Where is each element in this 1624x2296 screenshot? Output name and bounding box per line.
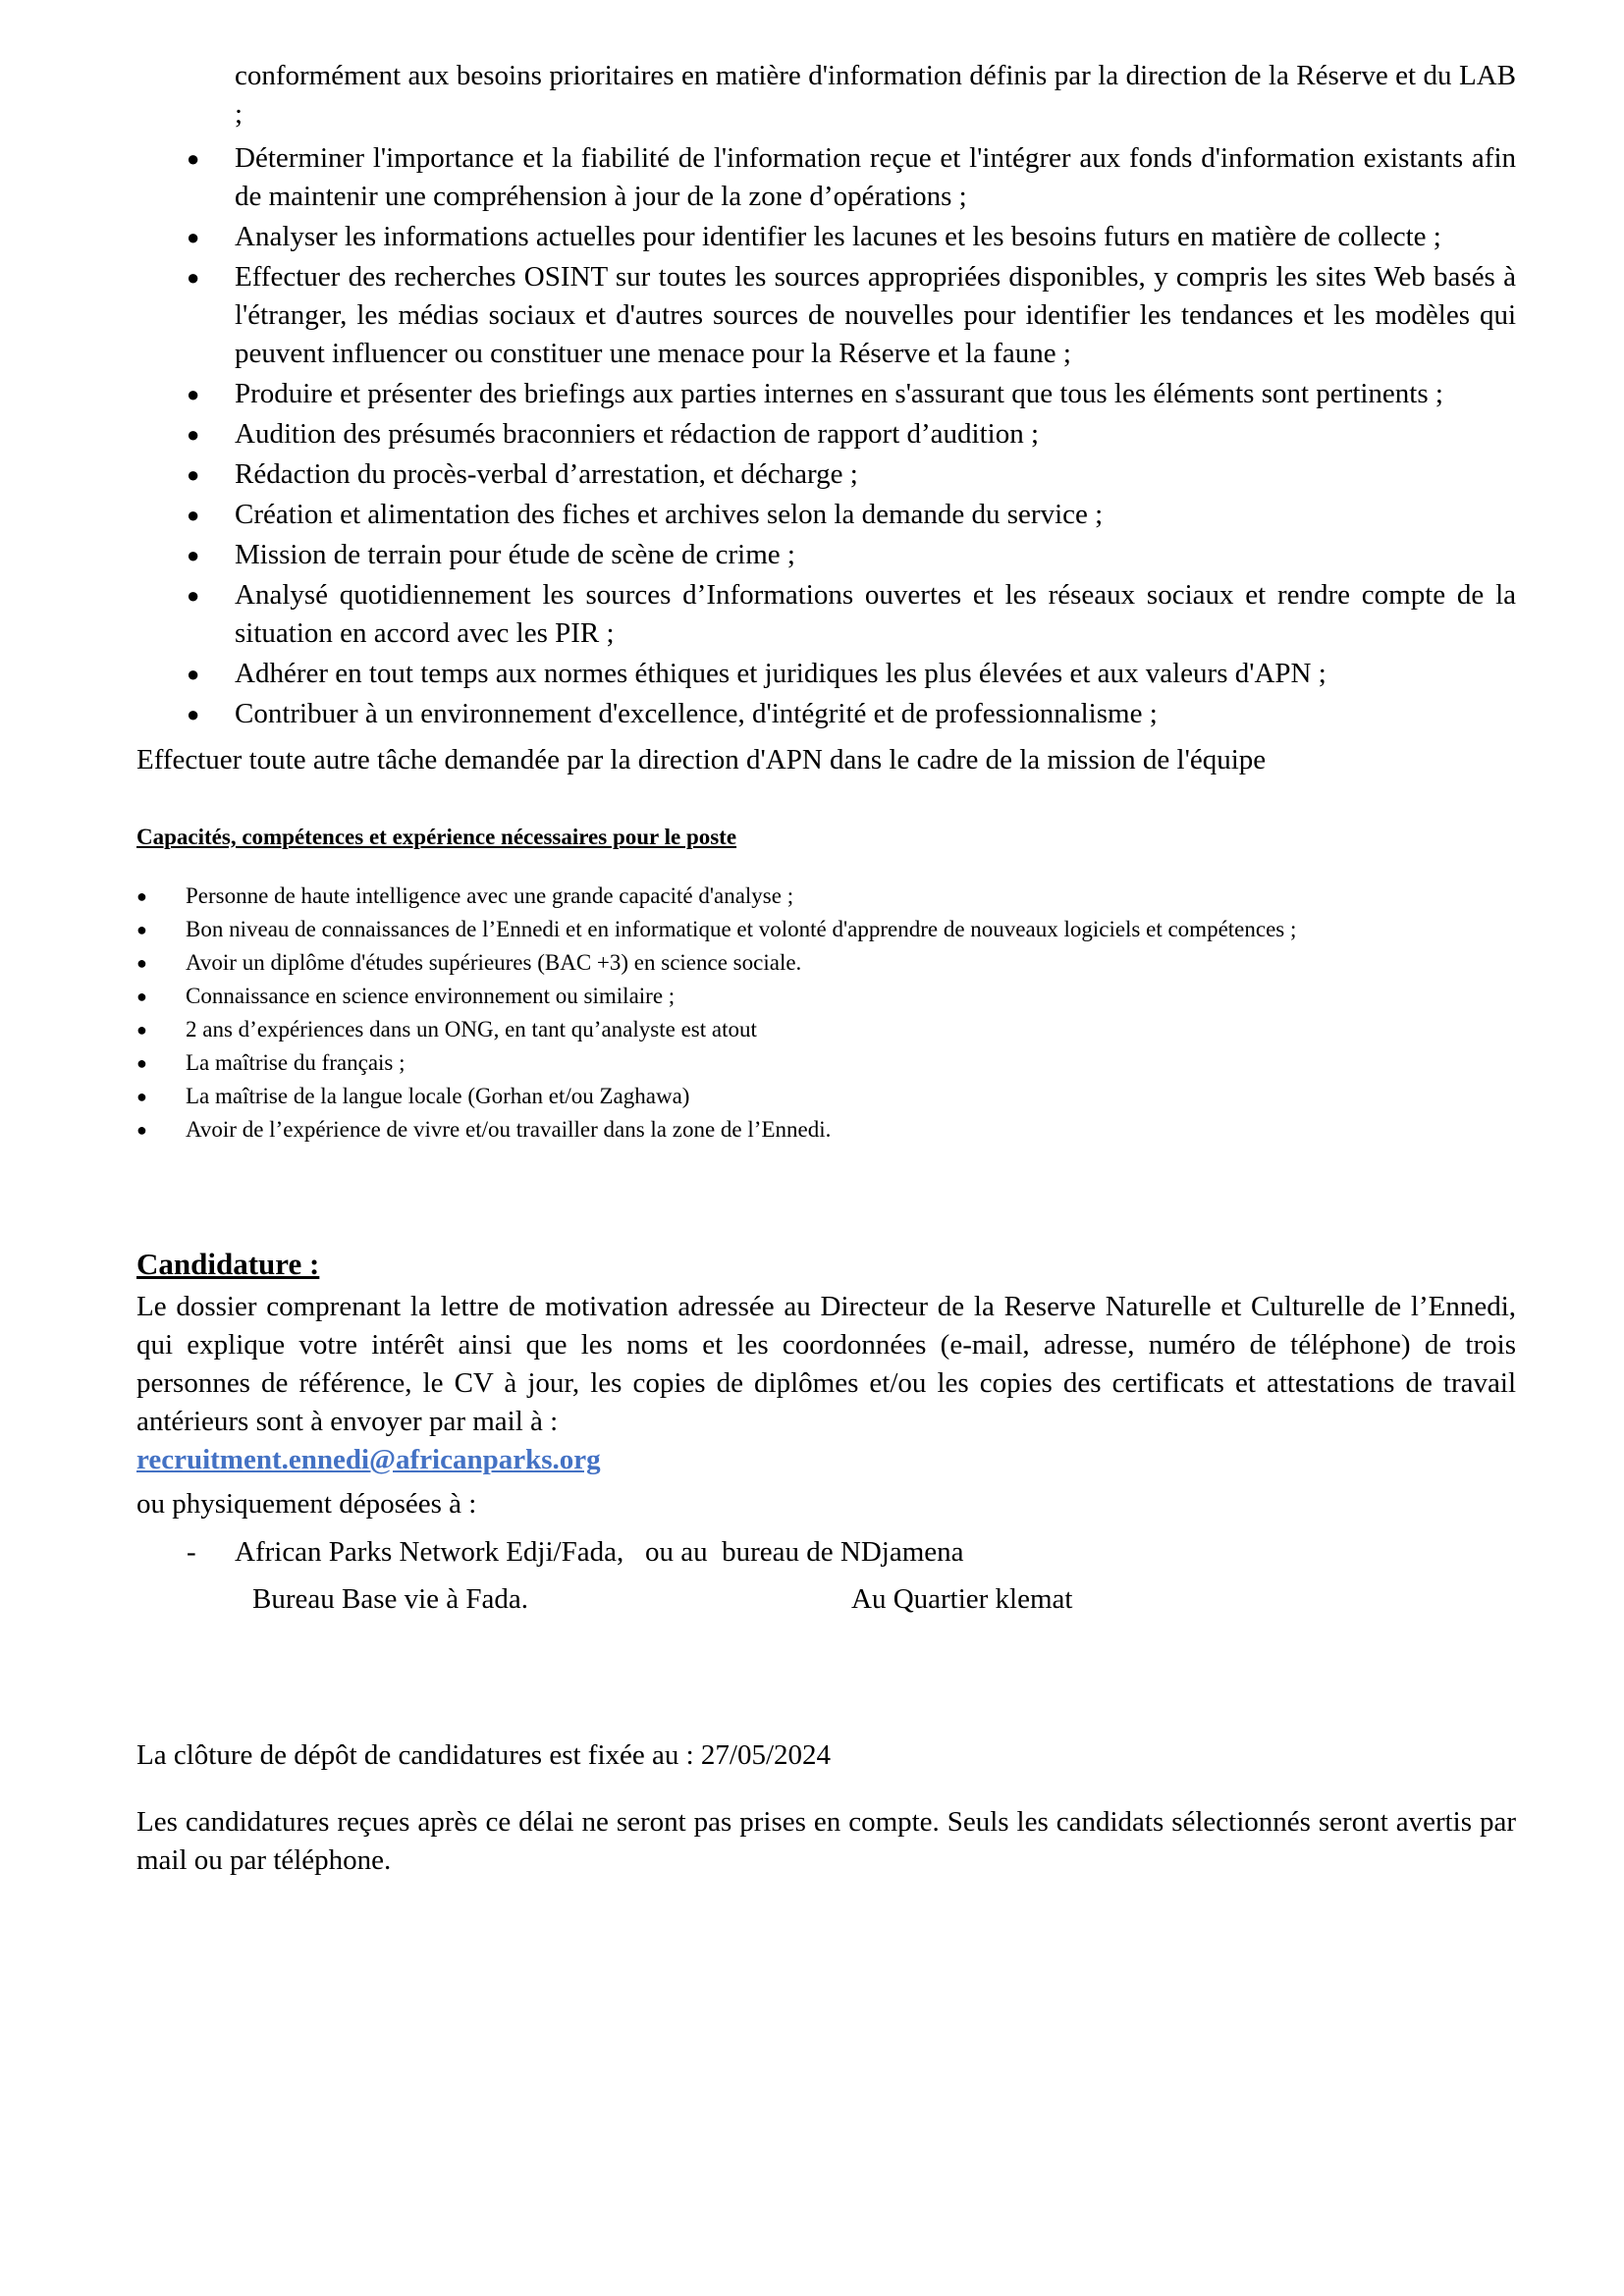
task-item [136, 415, 1516, 454]
task-item [136, 655, 1516, 693]
requirement-text: Bon niveau de connaissances de l’Ennedi et en informatique et volonté d'apprendre de nouveaux logiciels et compétences ; [186, 917, 1297, 941]
requirements-heading: Capacités, compétences et expérience nécessaires pour le poste [136, 825, 737, 849]
task-text: Rédaction du procès-verbal d’arrestation, et décharge ; [235, 458, 858, 490]
task-item [136, 536, 1516, 574]
task-text: Produire et présenter des briefings aux parties internes en s'assurant que tous les éléments sont pertinents ; [235, 378, 1443, 409]
requirement-item [136, 1046, 1516, 1080]
requirement-item [136, 1080, 1516, 1113]
bullet-icon: ● [187, 702, 200, 726]
requirement-item [136, 1013, 1516, 1046]
bullet-icon: ● [187, 265, 200, 290]
requirement-text: La maîtrise de la langue locale (Gorhan et/ou Zaghawa) [186, 1084, 690, 1108]
task-text: Effectuer des recherches OSINT sur toutes les sources appropriées disponibles, y compris les sites Web basés à l'étranger, les médias sociaux et d'autres sources de nouvelles pour identifier les tendances et les modèles qui peuvent influencer ou constituer une menace pour la Réserve et la faune ; [235, 261, 1516, 369]
requirement-text: 2 ans d’expériences dans un ONG, en tant qu’analyste est atout [186, 1017, 757, 1041]
bullet-icon: ● [136, 886, 147, 906]
email-link[interactable]: recruitment.ennedi@africanparks.org [136, 1444, 601, 1475]
bullet-icon: ● [187, 422, 200, 447]
requirement-item [136, 880, 1516, 913]
document-page [136, 57, 1516, 1908]
application-heading: Candidature : [136, 1247, 320, 1281]
bullet-icon: ● [187, 146, 200, 171]
bullet-icon: ● [136, 920, 147, 939]
bullet-icon: ● [136, 1020, 147, 1040]
requirement-item [136, 1113, 1516, 1147]
bullet-icon: ● [187, 382, 200, 406]
bullet-icon: ● [136, 1120, 147, 1140]
requirement-text: Connaissance en science environnement ou similaire ; [186, 984, 676, 1008]
location-text: African Parks Network Edji/Fada, ou au bureau de NDjamena [235, 1536, 964, 1568]
tasks-list [136, 139, 1516, 733]
requirements-list [136, 880, 1516, 1147]
bullet-icon: ● [136, 1087, 147, 1106]
task-item [136, 496, 1516, 534]
task-text: Audition des présumés braconniers et rédaction de rapport d’audition ; [235, 418, 1040, 450]
bullet-icon: ● [187, 543, 200, 567]
task-item [136, 258, 1516, 373]
deadline-text: La clôture de dépôt de candidatures est fixée au : 27/05/2024 [136, 1739, 832, 1771]
bullet-icon: ● [187, 503, 200, 527]
address-row [136, 1579, 1516, 1619]
bullet-icon: ● [136, 1053, 147, 1073]
task-text: Contribuer à un environnement d'excellence, d'intégrité et de professionnalisme ; [235, 698, 1158, 729]
final-note: Les candidatures reçues après ce délai ne seront pas prises en compte. Seuls les candidats sélectionnés seront avertis par mail ou par téléphone. [136, 1806, 1516, 1876]
dash-marker: - [187, 1536, 196, 1568]
task-item [136, 455, 1516, 494]
task-item [136, 695, 1516, 733]
bullet-icon: ● [187, 583, 200, 608]
requirement-text: La maîtrise du français ; [186, 1050, 406, 1075]
requirement-text: Avoir de l’expérience de vivre et/ou travailler dans la zone de l’Ennedi. [186, 1117, 832, 1142]
task-text: Adhérer en tout temps aux normes éthiques et juridiques les plus élevées et aux valeurs d'APN ; [235, 658, 1326, 689]
bullet-icon: ● [136, 987, 147, 1006]
other-task-text: Effectuer toute autre tâche demandée par la direction d'APN dans le cadre de la mission de l'équipe [136, 744, 1267, 775]
task-item [136, 139, 1516, 216]
bullet-icon: ● [136, 953, 147, 973]
task-text: Analyser les informations actuelles pour identifier les lacunes et les besoins futurs en matière de collecte ; [235, 221, 1441, 252]
task-text: Création et alimentation des fiches et archives selon la demande du service ; [235, 499, 1104, 530]
task-text: Déterminer l'importance et la fiabilité de l'information reçue et l'intégrer aux fonds d'information existants afin de maintenir une compréhension à jour de la zone d’opérations ; [235, 142, 1516, 212]
application-body [136, 1288, 1516, 1479]
task-item [136, 375, 1516, 413]
bullet-icon: ● [187, 225, 200, 249]
requirement-item [136, 946, 1516, 980]
address-fada: Bureau Base vie à Fada. [252, 1583, 529, 1615]
bullet-icon: ● [187, 462, 200, 487]
requirement-item [136, 913, 1516, 946]
location-row [136, 1533, 1516, 1572]
continuation-text: conformément aux besoins prioritaires en matière d'information définis par la direction de la Réserve et du LAB ; [235, 60, 1516, 130]
task-text: Mission de terrain pour étude de scène de crime ; [235, 539, 795, 570]
requirement-text: Personne de haute intelligence avec une grande capacité d'analyse ; [186, 883, 794, 908]
task-text: Analysé quotidiennement les sources d’Informations ouvertes et les réseaux sociaux et rendre compte de la situation en accord avec les PIR ; [235, 579, 1516, 649]
address-ndjamena: Au Quartier klemat [851, 1583, 1073, 1615]
or-physically-text: ou physiquement déposées à : [136, 1488, 477, 1520]
task-item [136, 576, 1516, 653]
bullet-icon: ● [187, 662, 200, 686]
requirement-item [136, 980, 1516, 1013]
task-item [136, 218, 1516, 256]
application-body-text: Le dossier comprenant la lettre de motivation adressée au Directeur de la Reserve Naturelle et Culturelle de l’Ennedi, qui explique votre intérêt ainsi que les noms et les coordonnées (e-mail, adresse, numéro de téléphone) de trois personnes de référence, le CV à jour, les copies de diplômes et/ou les copies des certificats et attestations de travail antérieurs sont à envoyer par mail à : [136, 1291, 1516, 1437]
requirement-text: Avoir un diplôme d'études supérieures (BAC +3) en science sociale. [186, 950, 802, 975]
